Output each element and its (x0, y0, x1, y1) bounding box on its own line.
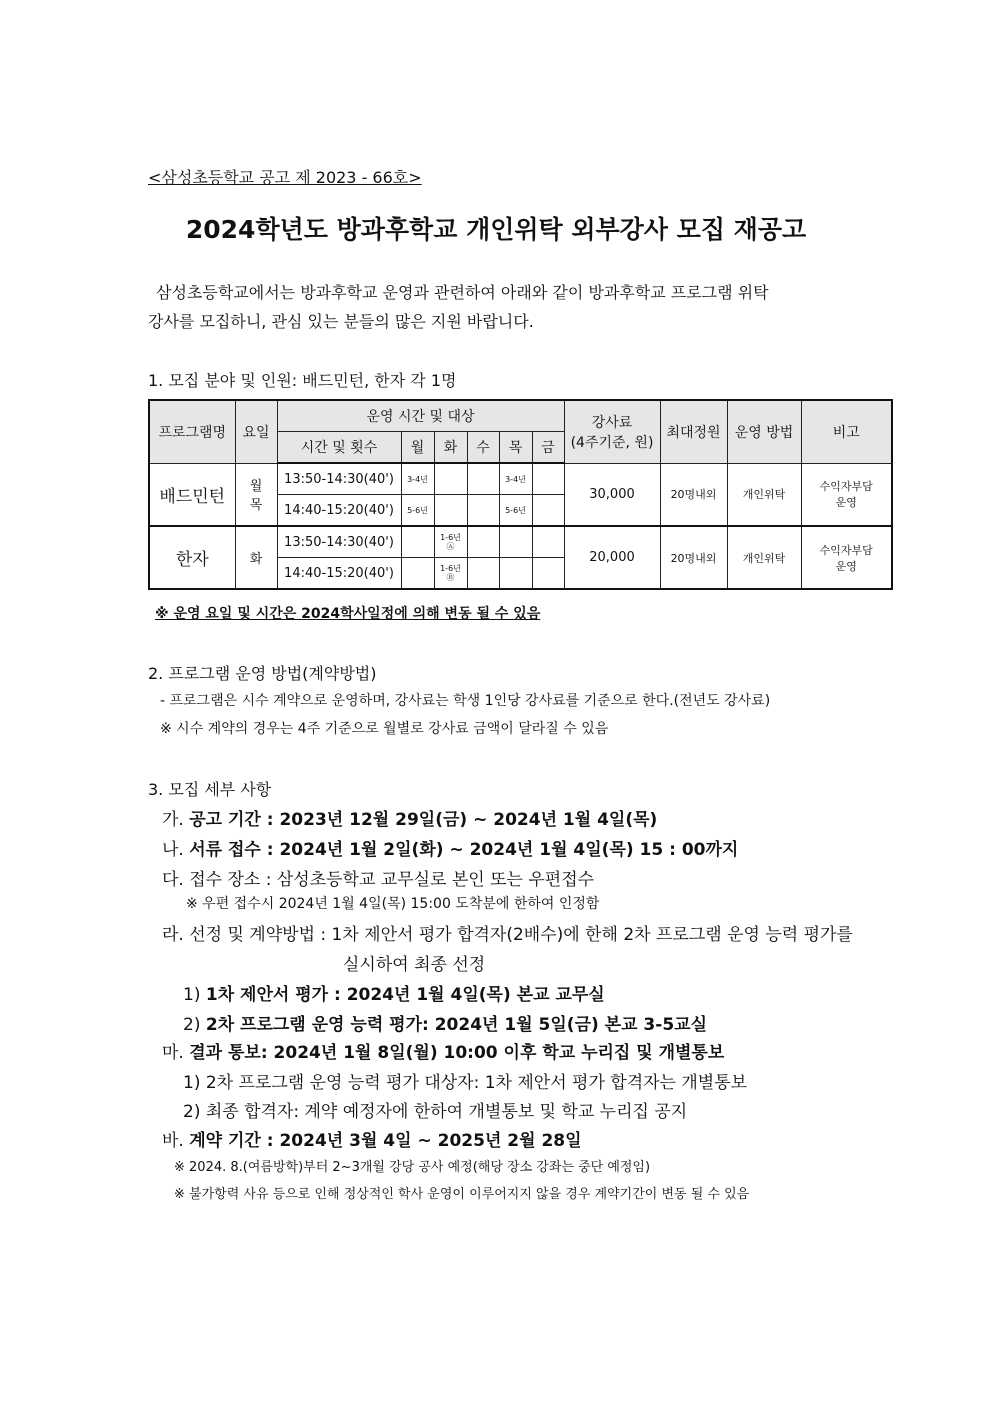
item-label: 마. (162, 1043, 190, 1063)
tue-mark: Ⓐ (446, 542, 455, 551)
item-label: 바. (162, 1131, 190, 1151)
col-time: 시간 및 횟수 (277, 432, 401, 464)
contract-note-1: ※ 2024. 8.(여름방학)부터 2~3개월 강당 공사 예정(해당 장소 강좌는 중단 예정임) (174, 1160, 651, 1175)
item-label: 가. (162, 810, 190, 830)
tue-cell (434, 463, 467, 495)
method-cell: 개인위탁 (727, 526, 801, 589)
item-label: 1) (183, 985, 206, 1005)
fri-cell (532, 558, 564, 590)
section1-heading: 1. 모집 분야 및 인원: 배드민턴, 한자 각 1명 (148, 371, 457, 390)
thu-cell: 5-6년 (499, 495, 532, 527)
fee-cell: 20,000 (564, 526, 660, 589)
col-fee-label: 강사료 (591, 414, 633, 431)
remark-cell (801, 526, 892, 589)
program-name: 배드민턴 (149, 463, 235, 526)
col-method: 운영 방법 (727, 400, 801, 463)
remark-line-2: 운영 (835, 559, 857, 573)
time-cell: 13:50-14:30(40') (277, 526, 401, 558)
item-key: 공고 기간 (189, 810, 261, 830)
wed-cell (467, 463, 499, 495)
wed-cell (467, 495, 499, 527)
fee-cell: 30,000 (564, 463, 660, 526)
notice-number: <삼성초등학교 공고 제 2023 - 66호> (148, 168, 422, 187)
program-name: 한자 (149, 526, 235, 589)
first-evaluation (183, 980, 605, 1005)
intro-line-1: 삼성초등학교에서는 방과후학교 운영과 관련하여 아래와 같이 방과후학교 프로그램 위탁 (156, 283, 769, 302)
col-wed: 수 (467, 432, 499, 464)
mon-cell (401, 558, 434, 590)
col-remark: 비고 (801, 400, 892, 463)
item-value: 1차 제안서 평가 : 2024년 1월 4일(목) 본교 교무실 (205, 985, 605, 1005)
col-max: 최대정원 (660, 400, 727, 463)
remark-line-2: 운영 (835, 496, 857, 510)
header-row-1 (149, 400, 892, 432)
result-notice-2: 2) 최종 합격자: 계약 예정자에 한하여 개별통보 및 학교 누리집 공지 (183, 1102, 688, 1122)
day-1: 월 (249, 479, 263, 495)
selection-method-cont: 실시하여 최종 선정 (343, 955, 486, 975)
mon-cell: 5-6년 (401, 495, 434, 527)
announcement-period (162, 805, 657, 830)
contract-note-2: ※ 불가항력 사유 등으로 인해 정상적인 학사 운영이 이루어지지 않을 경우 계약기간이 변동 될 수 있음 (174, 1187, 750, 1202)
second-evaluation (183, 1010, 707, 1035)
item-value: : 2023년 12월 29일(금) ~ 2024년 1월 4일(목) (260, 810, 658, 830)
day-2: 목 (249, 498, 263, 514)
item-value: : 2024년 3월 4일 ~ 2025년 2월 28일 (260, 1131, 582, 1151)
contract-period (162, 1126, 582, 1151)
wed-cell (467, 526, 499, 558)
thu-cell: 3-4년 (499, 463, 532, 495)
max-cell: 20명내외 (660, 526, 727, 589)
item-label: 2) (183, 1015, 206, 1035)
col-schedule: 운영 시간 및 대상 (277, 400, 564, 432)
item-value: 2차 프로그램 운영 능력 평가: 2024년 1월 5일(금) 본교 3-5교실 (205, 1015, 707, 1035)
method-cell: 개인위탁 (727, 463, 801, 526)
fri-cell (532, 463, 564, 495)
max-cell: 20명내외 (660, 463, 727, 526)
tue-cell (434, 558, 467, 590)
col-thu: 목 (499, 432, 532, 464)
col-program: 프로그램명 (149, 400, 235, 463)
item-label: 나. (162, 840, 190, 860)
remark-line-1: 수익자부담 (819, 543, 873, 557)
item-key: 서류 접수 (189, 840, 261, 860)
tue-grade: 1-6년 (440, 533, 461, 542)
remark-line-1: 수익자부담 (819, 480, 873, 494)
tue-mark: Ⓑ (446, 573, 455, 582)
result-notice-1: 1) 2차 프로그램 운영 능력 평가 대상자: 1차 제안서 평가 합격자는 개별통보 (183, 1073, 748, 1093)
day-cell: 화 (235, 526, 277, 589)
section2-line-2: ※ 시수 계약의 경우는 4주 기준으로 월별로 강사료 금액이 달라질 수 있음 (160, 721, 609, 737)
table-row (149, 526, 892, 558)
col-day: 요일 (235, 400, 277, 463)
thu-cell (499, 558, 532, 590)
table-row (149, 463, 892, 495)
fri-cell (532, 526, 564, 558)
thu-cell (499, 526, 532, 558)
remark-cell (801, 463, 892, 526)
mail-note: ※ 우편 접수시 2024년 1월 4일(목) 15:00 도착분에 한하여 인정함 (186, 896, 600, 912)
wed-cell (467, 558, 499, 590)
time-cell: 14:40-15:20(40') (277, 495, 401, 527)
col-tue: 화 (434, 432, 467, 464)
col-fri: 금 (532, 432, 564, 464)
item-key: 계약 기간 (189, 1131, 261, 1151)
result-notice (162, 1038, 724, 1063)
selection-method: 라. 선정 및 계약방법 : 1차 제안서 평가 합격자(2배수)에 한해 2차 프로그램 운영 능력 평가를 (162, 925, 853, 945)
time-cell: 13:50-14:30(40') (277, 463, 401, 495)
fri-cell (532, 495, 564, 527)
intro-line-2: 강사를 모집하니, 관심 있는 분들의 많은 지원 바랍니다. (148, 312, 534, 331)
col-fee-sub: (4주기준, 원) (570, 434, 654, 451)
section3-heading: 3. 모집 세부 사항 (148, 780, 272, 799)
section2-line-1: - 프로그램은 시수 계약으로 운영하며, 강사료는 학생 1인당 강사료를 기준으로 한다.(전년도 강사료) (160, 693, 771, 709)
submission-place: 다. 접수 장소 : 삼성초등학교 교무실로 본인 또는 우편접수 (162, 870, 595, 890)
time-cell: 14:40-15:20(40') (277, 558, 401, 590)
mon-cell: 3-4년 (401, 463, 434, 495)
tue-grade: 1-6년 (440, 564, 461, 573)
program-table (148, 399, 893, 590)
section2-heading: 2. 프로그램 운영 방법(계약방법) (148, 664, 377, 683)
day-cell (235, 463, 277, 526)
page-title: 2024학년도 방과후학교 개인위탁 외부강사 모집 재공고 (185, 215, 807, 244)
intro-paragraph (148, 278, 858, 336)
tue-cell (434, 495, 467, 527)
schedule-note: ※ 운영 요일 및 시간은 2024학사일정에 의해 변동 될 수 있음 (155, 606, 541, 622)
item-value: 결과 통보: 2024년 1월 8일(월) 10:00 이후 학교 누리집 및 개별통보 (189, 1043, 725, 1063)
col-mon: 월 (401, 432, 434, 464)
document-submission (162, 835, 738, 860)
item-value: : 2024년 1월 2일(화) ~ 2024년 1월 4일(목) 15 : 00까지 (260, 840, 739, 860)
tue-cell (434, 526, 467, 558)
col-fee (564, 400, 660, 463)
mon-cell (401, 526, 434, 558)
